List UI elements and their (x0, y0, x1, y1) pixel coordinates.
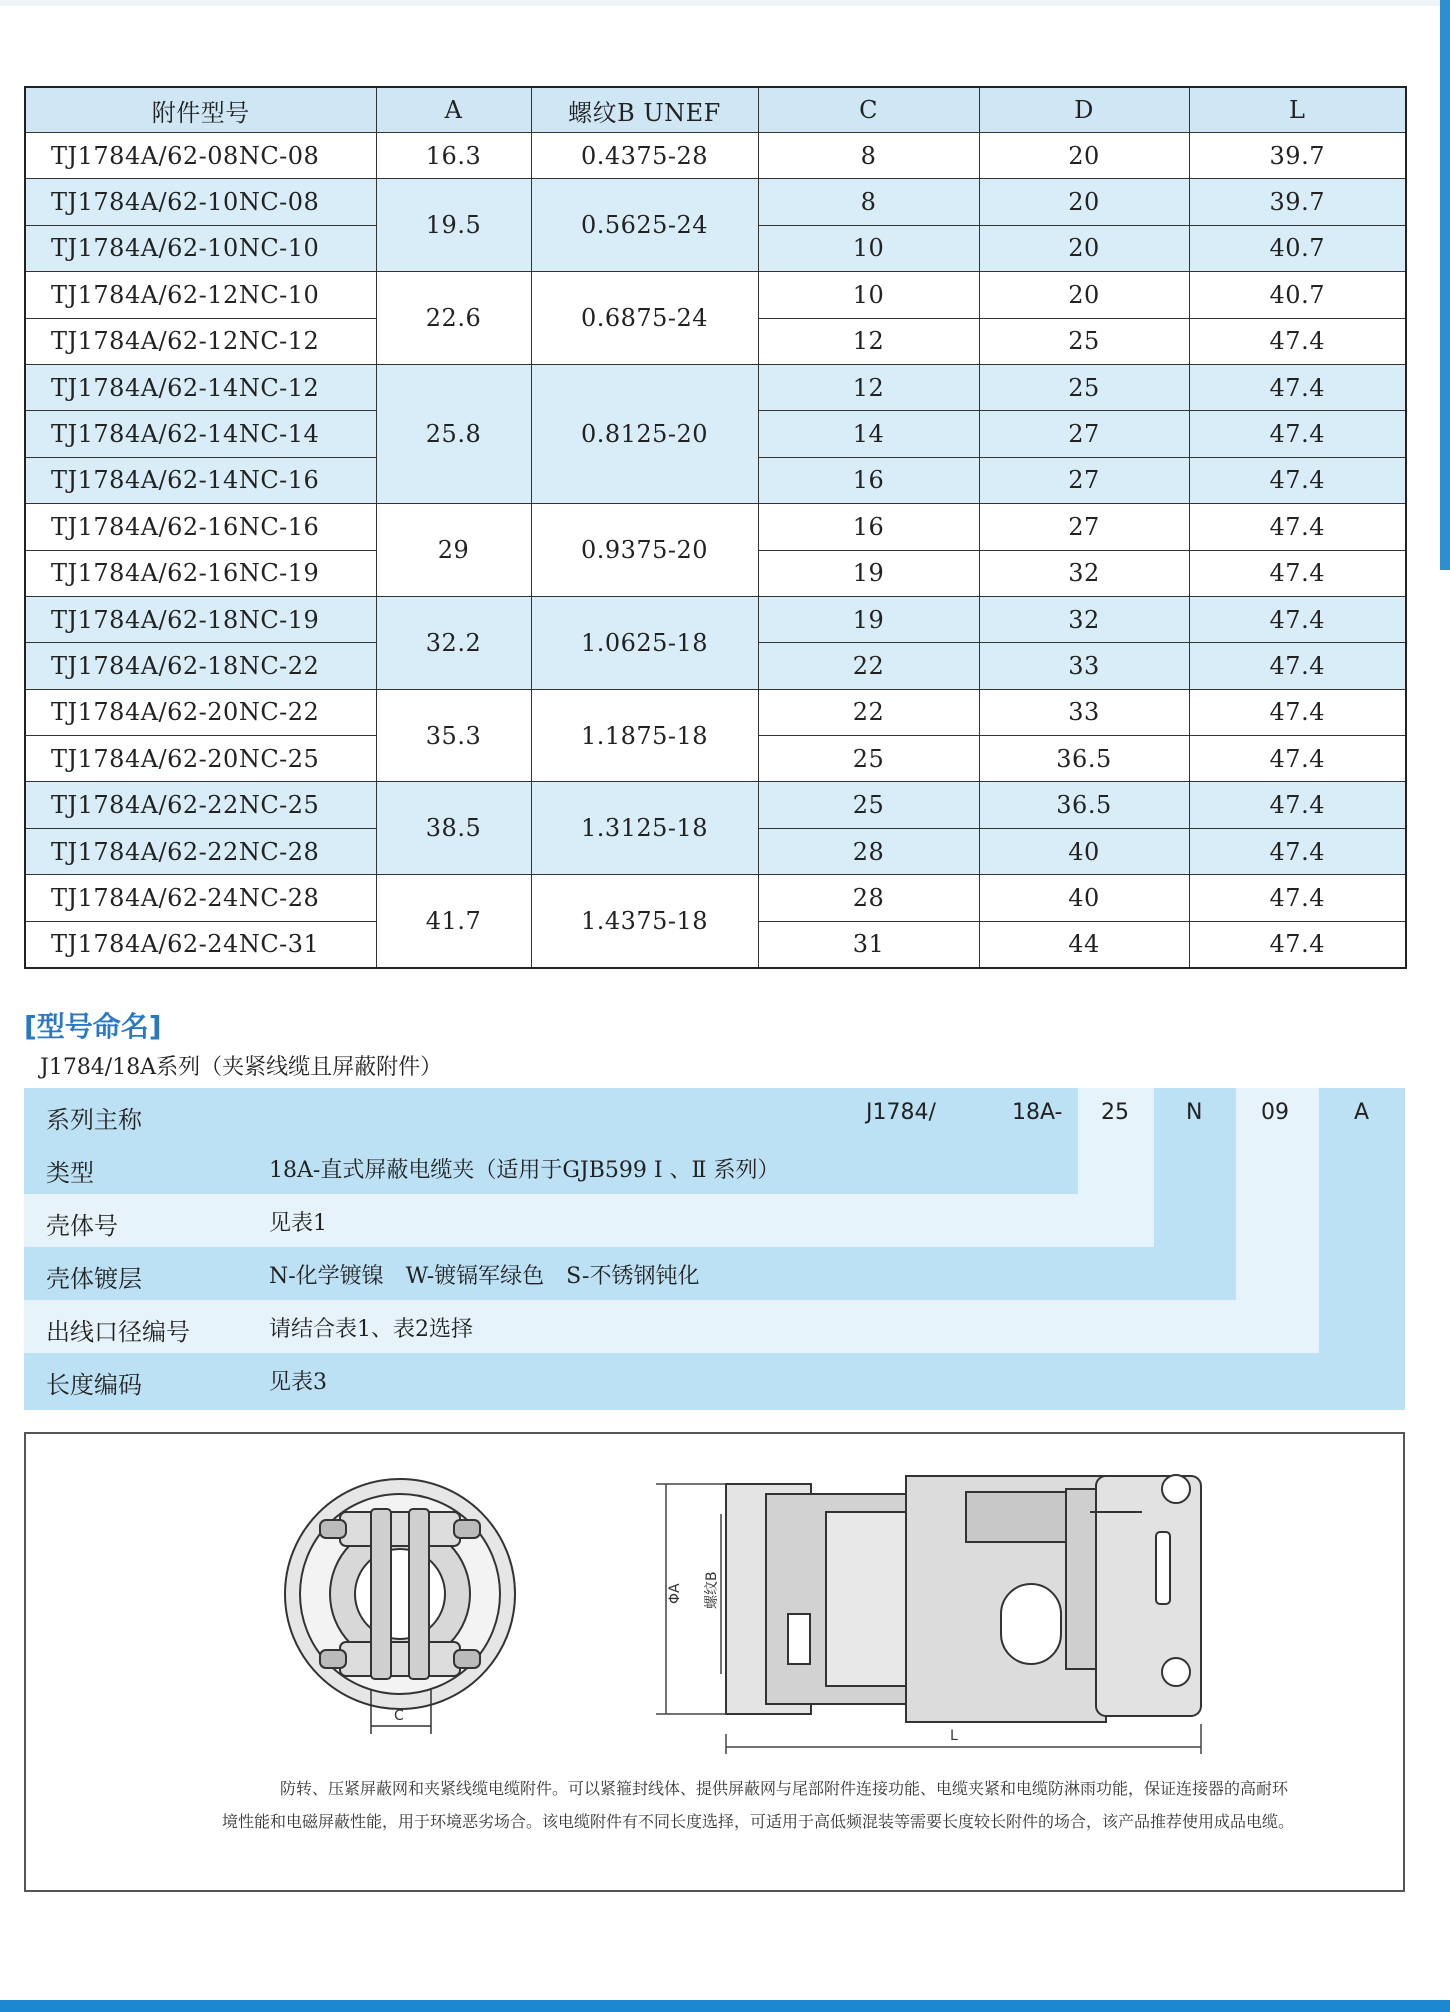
table-row (25, 133, 1406, 179)
table-row (25, 272, 1406, 318)
naming-label: 系列主称 (46, 1106, 142, 1134)
cell-l: 40.7 (1189, 225, 1406, 271)
cell-l: 47.4 (1189, 875, 1406, 921)
spec-table (24, 86, 1407, 969)
cell-l: 47.4 (1189, 550, 1406, 596)
cell-l: 47.4 (1189, 457, 1406, 503)
cell-c: 25 (758, 782, 979, 828)
cell-model: TJ1784A/62-08NC-08 (25, 133, 376, 179)
section-title: [型号命名] (24, 1010, 162, 1043)
cell-model: TJ1784A/62-22NC-28 (25, 828, 376, 874)
cell-c: 12 (758, 318, 979, 364)
cell-model: TJ1784A/62-16NC-19 (25, 550, 376, 596)
naming-label: 壳体镀层 (46, 1265, 142, 1293)
side-view (726, 1475, 1201, 1722)
header-thread-b: 螺纹B UNEF (531, 87, 758, 133)
header-l: L (1189, 87, 1406, 133)
cell-model: TJ1784A/62-12NC-10 (25, 272, 376, 318)
cell-model: TJ1784A/62-18NC-19 (25, 596, 376, 642)
drawing-panel (24, 1432, 1405, 1892)
cell-model: TJ1784A/62-14NC-16 (25, 457, 376, 503)
code-type: 18A- (1012, 1100, 1063, 1125)
naming-row-outlet (24, 1300, 1319, 1353)
cell-l: 47.4 (1189, 643, 1406, 689)
naming-value: 18A-直式屏蔽电缆夹（适用于GJB599 Ⅰ 、Ⅱ 系列） (269, 1158, 780, 1183)
header-a: A (376, 87, 531, 133)
cell-l: 47.4 (1189, 782, 1406, 828)
cell-thread-b: 1.4375-18 (531, 875, 758, 968)
cell-d: 44 (979, 921, 1189, 968)
dim-c-label: C (394, 1708, 404, 1724)
cell-thread-b: 1.1875-18 (531, 689, 758, 782)
cell-d: 20 (979, 133, 1189, 179)
code-shell: 25 (1101, 1100, 1129, 1125)
naming-label: 出线口径编号 (46, 1318, 190, 1346)
naming-value: 请结合表1、表2选择 (269, 1317, 473, 1342)
cell-a: 35.3 (376, 689, 531, 782)
cell-c: 8 (758, 133, 979, 179)
right-accent-rail (1440, 0, 1450, 570)
cell-thread-b: 0.5625-24 (531, 179, 758, 272)
cell-c: 25 (758, 736, 979, 782)
code-series: J1784/ (866, 1100, 936, 1125)
cell-c: 12 (758, 364, 979, 410)
cell-l: 39.7 (1189, 133, 1406, 179)
cell-d: 27 (979, 411, 1189, 457)
header-c: C (758, 87, 979, 133)
cell-model: TJ1784A/62-10NC-10 (25, 225, 376, 271)
cell-c: 28 (758, 875, 979, 921)
dim-thread-b-label: 螺纹B (704, 1571, 720, 1609)
table-row (25, 179, 1406, 225)
naming-row-shell-size (24, 1194, 1154, 1247)
naming-row-type (24, 1141, 1078, 1194)
cell-a: 19.5 (376, 179, 531, 272)
cell-c: 14 (758, 411, 979, 457)
cell-l: 39.7 (1189, 179, 1406, 225)
cell-c: 31 (758, 921, 979, 968)
cell-model: TJ1784A/62-24NC-28 (25, 875, 376, 921)
code-column-length (1319, 1088, 1405, 1353)
section-subtitle: J1784/18A系列（夹紧线缆且屏蔽附件） (40, 1055, 443, 1080)
cell-d: 27 (979, 504, 1189, 550)
cell-d: 40 (979, 828, 1189, 874)
cell-c: 16 (758, 457, 979, 503)
cell-thread-b: 1.3125-18 (531, 782, 758, 875)
table-row (25, 364, 1406, 410)
cell-model: TJ1784A/62-10NC-08 (25, 179, 376, 225)
cell-c: 10 (758, 272, 979, 318)
top-strip (0, 0, 1450, 6)
naming-row-plating (24, 1247, 1236, 1300)
cell-l: 47.4 (1189, 318, 1406, 364)
bottom-bar (0, 2000, 1450, 2012)
cell-d: 36.5 (979, 782, 1189, 828)
cell-a: 29 (376, 504, 531, 597)
cell-model: TJ1784A/62-16NC-16 (25, 504, 376, 550)
naming-value: 见表3 (269, 1370, 327, 1395)
naming-label: 壳体号 (46, 1212, 118, 1240)
cell-d: 32 (979, 550, 1189, 596)
cell-l: 47.4 (1189, 689, 1406, 735)
table-header-row (25, 87, 1406, 133)
cell-c: 8 (758, 179, 979, 225)
cell-d: 25 (979, 318, 1189, 364)
cell-d: 20 (979, 179, 1189, 225)
cell-c: 10 (758, 225, 979, 271)
cell-model: TJ1784A/62-14NC-12 (25, 364, 376, 410)
naming-label: 长度编码 (46, 1371, 142, 1399)
cell-l: 47.4 (1189, 596, 1406, 642)
connector-drawing (26, 1434, 1403, 1764)
cell-d: 40 (979, 875, 1189, 921)
cell-l: 40.7 (1189, 272, 1406, 318)
front-view (285, 1479, 515, 1734)
cell-l: 47.4 (1189, 364, 1406, 410)
cell-model: TJ1784A/62-14NC-14 (25, 411, 376, 457)
cell-c: 16 (758, 504, 979, 550)
naming-label: 类型 (46, 1159, 94, 1187)
cell-c: 19 (758, 596, 979, 642)
cell-a: 32.2 (376, 596, 531, 689)
cell-thread-b: 0.9375-20 (531, 504, 758, 597)
cell-thread-b: 0.4375-28 (531, 133, 758, 179)
cell-model: TJ1784A/62-24NC-31 (25, 921, 376, 968)
cell-l: 47.4 (1189, 921, 1406, 968)
cell-model: TJ1784A/62-20NC-25 (25, 736, 376, 782)
cell-model: TJ1784A/62-12NC-12 (25, 318, 376, 364)
cell-l: 47.4 (1189, 828, 1406, 874)
cell-l: 47.4 (1189, 504, 1406, 550)
cell-a: 25.8 (376, 364, 531, 503)
code-outlet: 09 (1261, 1100, 1289, 1125)
code-length: A (1354, 1100, 1370, 1125)
code-plating: N (1186, 1100, 1203, 1125)
description-paragraph: 防转、压紧屏蔽网和夹紧线缆电缆附件。可以紧箍封线体、提供屏蔽网与尾部附件连接功能、电缆夹紧和电缆防淋雨功能，保证连接器的高耐环境性能和电磁屏蔽性能，用于环境恶劣场合。该电缆附件有不同长度选择，可适用于高低频混装等需要长度较长附件的场合，该产品推荐使用成品电缆。 (222, 1779, 1295, 1831)
description-text (222, 1772, 1302, 1838)
cell-model: TJ1784A/62-20NC-22 (25, 689, 376, 735)
cell-d: 33 (979, 643, 1189, 689)
cell-d: 27 (979, 457, 1189, 503)
naming-value: N-化学镀镍 W-镀镉军绿色 S-不锈钢钝化 (269, 1264, 700, 1289)
cell-d: 36.5 (979, 736, 1189, 782)
cell-a: 38.5 (376, 782, 531, 875)
naming-row-length (24, 1353, 1405, 1410)
cell-d: 32 (979, 596, 1189, 642)
table-row (25, 596, 1406, 642)
cell-c: 28 (758, 828, 979, 874)
header-model: 附件型号 (25, 87, 376, 133)
naming-value: 见表1 (269, 1211, 327, 1236)
cell-c: 22 (758, 643, 979, 689)
table-row (25, 782, 1406, 828)
cell-a: 22.6 (376, 272, 531, 365)
cell-a: 16.3 (376, 133, 531, 179)
cell-model: TJ1784A/62-18NC-22 (25, 643, 376, 689)
cell-d: 20 (979, 272, 1189, 318)
cell-c: 22 (758, 689, 979, 735)
cell-thread-b: 0.6875-24 (531, 272, 758, 365)
dim-phi-a-label: ΦA (667, 1583, 683, 1604)
table-row (25, 504, 1406, 550)
cell-l: 47.4 (1189, 736, 1406, 782)
table-row (25, 875, 1406, 921)
cell-l: 47.4 (1189, 411, 1406, 457)
cell-thread-b: 0.8125-20 (531, 364, 758, 503)
cell-d: 33 (979, 689, 1189, 735)
cell-c: 19 (758, 550, 979, 596)
table-row (25, 689, 1406, 735)
header-d: D (979, 87, 1189, 133)
cell-thread-b: 1.0625-18 (531, 596, 758, 689)
cell-d: 20 (979, 225, 1189, 271)
cell-a: 41.7 (376, 875, 531, 968)
cell-d: 25 (979, 364, 1189, 410)
naming-diagram (24, 1088, 1405, 1410)
dim-l-label: L (950, 1728, 958, 1744)
cell-model: TJ1784A/62-22NC-25 (25, 782, 376, 828)
